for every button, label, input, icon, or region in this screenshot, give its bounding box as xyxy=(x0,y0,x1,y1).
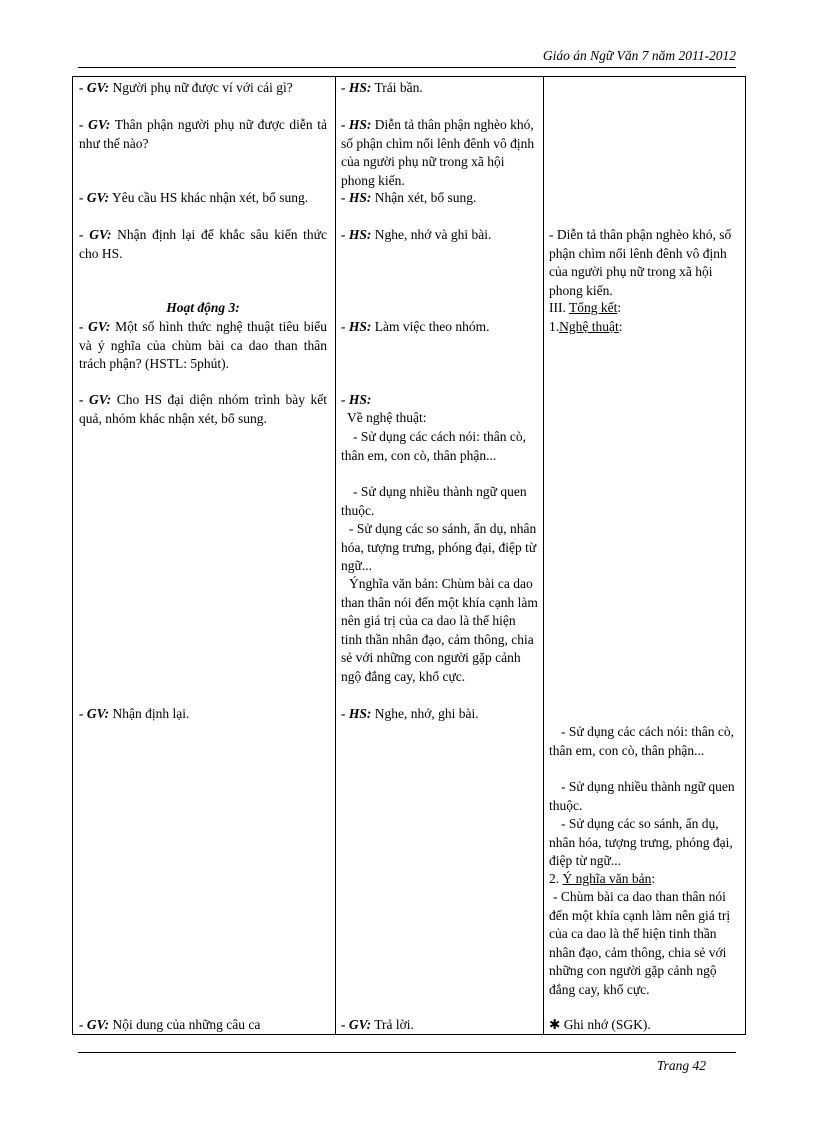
hs-art-item-3: - Sử dụng các so sánh, ẩn dụ, nhân hóa, tượng trưng, phóng đại, điệp từ ngữ... xyxy=(341,521,537,573)
gv-question-2: - GV: Thân phận người phụ nữ được diễn tả như thế nào? xyxy=(79,117,327,151)
hs-answer-6-tag: - HS: xyxy=(341,392,372,407)
teacher-column xyxy=(79,77,327,1034)
column-divider-1 xyxy=(335,77,336,1034)
gv-answer: - GV: Trả lời. xyxy=(341,1017,414,1032)
gv-question-1: - GV: Người phụ nữ được ví với cái gì? xyxy=(79,80,293,95)
hs-art-title: Về nghệ thuật: xyxy=(347,410,427,425)
hs-answer-5: - HS: Làm việc theo nhóm. xyxy=(341,319,490,334)
student-column xyxy=(341,77,539,1034)
gv-instruction-4: - GV: Nhận định lại để khắc sâu kiến thức cho HS. xyxy=(79,227,327,261)
gv-request-3: - GV: Yêu cầu HS khác nhận xét, bổ sung. xyxy=(79,190,309,205)
note-line: ✱ Ghi nhớ (SGK). xyxy=(549,1017,651,1032)
hs-meaning: Ýnghĩa văn bản: Chùm bài ca dao than thân nói đến một khía cạnh làm nên giá trị của ca dao là thể hiện tinh thần nhân đạo, cảm thông, chia sẻ với những con người gặp cảnh ngộ đắng cay, khổ cực. xyxy=(341,576,538,684)
page-header: Giáo án Ngữ Văn 7 năm 2011-2012 xyxy=(542,48,736,63)
content-meaning: - Chùm bài ca dao than thân nói đến một khía cạnh làm nên giá trị của ca dao là thể hiện tinh thần nhân đạo, cảm thông, chia sẻ với những con người gặp cảnh ngộ đắng cay, khổ cực. xyxy=(549,889,731,997)
hs-answer-1: - HS: Trái bần. xyxy=(341,80,423,95)
hs-answer-2: - HS: Diễn tả thân phận nghèo khó, số phận chìm nổi lênh đênh vô định của người phụ nữ trong xã hội phong kiến. xyxy=(341,117,535,188)
content-summary: - Diễn tả thân phận nghèo khó, số phận chìm nổi lênh đênh vô định của người phụ nữ trong xã hội phong kiến. xyxy=(549,227,732,298)
content-art-item-1: - Sử dụng các cách nói: thân cò, thân em, con cò, thân phận... xyxy=(549,724,735,758)
hs-art-item-2: - Sử dụng nhiều thành ngữ quen thuộc. xyxy=(341,484,527,518)
page-number: Trang 42 xyxy=(656,1058,706,1073)
section-3-heading: III. Tổng kết: xyxy=(549,300,622,315)
gv-instruction-6: - GV: Cho HS đại diện nhóm trình bày kết quả, nhóm khác nhận xét, bổ sung. xyxy=(79,392,327,426)
subsection-meaning-heading: 2. Ý nghĩa văn bản: xyxy=(549,871,656,886)
lesson-table xyxy=(72,76,746,1035)
footer-rule xyxy=(78,1052,736,1053)
content-art-item-3: - Sử dụng các so sánh, ẩn dụ, nhân hóa, tượng trưng, phóng đại, điệp từ ngữ... xyxy=(549,816,733,868)
content-art-item-2: - Sử dụng nhiều thành ngữ quen thuộc. xyxy=(549,779,735,813)
gv-instruction-7: - GV: Nhận định lại. xyxy=(79,706,190,721)
activity-3-heading: Hoạt động 3: xyxy=(166,300,240,315)
hs-answer-3: - HS: Nhận xét, bổ sung. xyxy=(341,190,477,205)
hs-answer-7: - HS: Nghe, nhớ, ghi bài. xyxy=(341,706,479,721)
column-divider-2 xyxy=(543,77,544,1034)
hs-answer-4: - HS: Nghe, nhớ và ghi bài. xyxy=(341,227,492,242)
asterisk-icon: ✱ xyxy=(549,1017,561,1032)
header-rule xyxy=(78,67,736,68)
hs-art-item-1: - Sử dụng các cách nói: thân cò, thân em, con cò, thân phận... xyxy=(341,429,527,463)
gv-question-8: - GV: Nội dung của những câu ca xyxy=(79,1017,261,1032)
subsection-art-heading: 1.Nghệ thuật: xyxy=(549,319,623,334)
gv-question-5: - GV: Một số hình thức nghệ thuật tiêu biểu và ý nghĩa của chùm bài ca dao than thân trách phận? (HSTL: 5phút). xyxy=(79,319,327,371)
content-column xyxy=(549,77,741,1034)
